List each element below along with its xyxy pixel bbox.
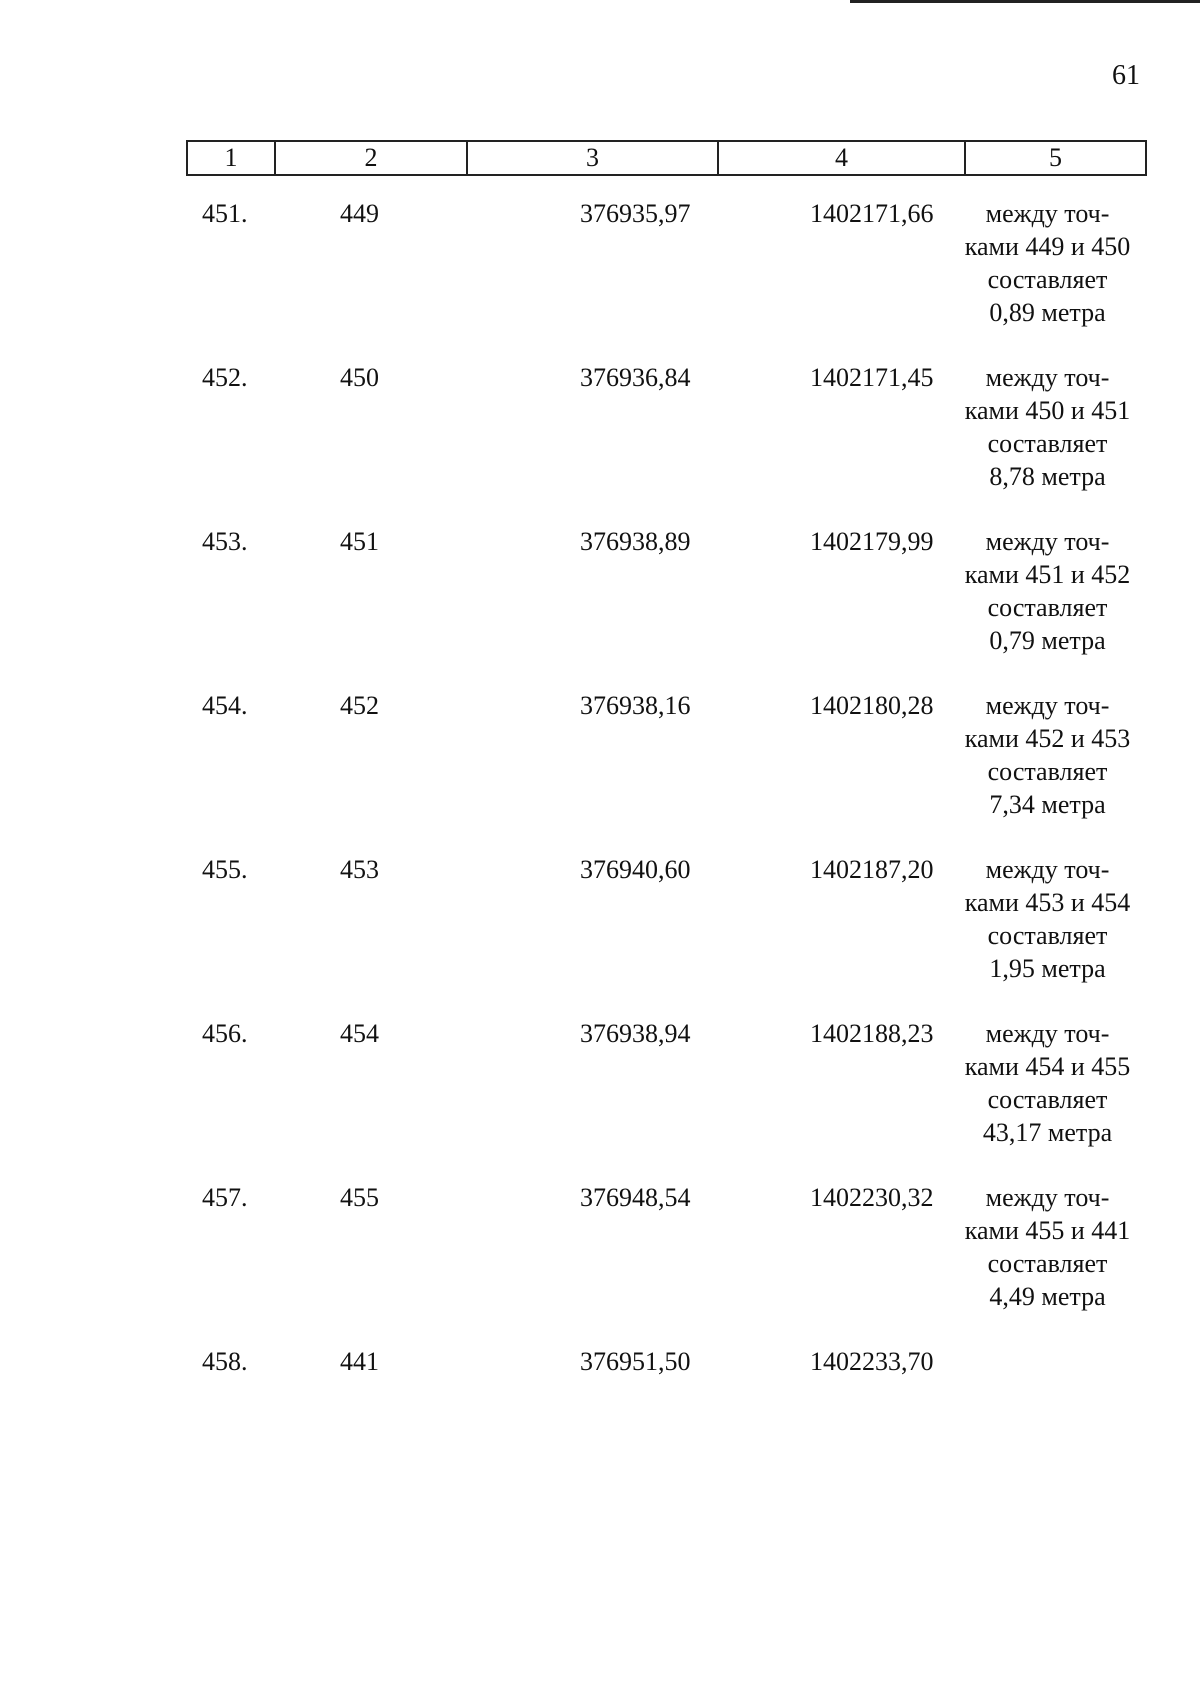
- distance-note-line: 8,78 метра: [989, 462, 1106, 491]
- column-header-row: [187, 141, 1146, 175]
- x-coordinate: 376938,94: [580, 1019, 691, 1048]
- distance-note-line: 7,34 метра: [989, 790, 1106, 819]
- distance-note-line: составляет: [987, 757, 1108, 786]
- distance-note-line: составляет: [987, 921, 1108, 950]
- x-coordinate: 376938,16: [580, 691, 691, 720]
- distance-note-line: между точ-: [985, 363, 1110, 392]
- distance-note-line: составляет: [987, 265, 1108, 294]
- point-number: 451: [340, 527, 379, 556]
- column-header-5: 5: [965, 141, 1146, 175]
- row-number: 458.: [202, 1347, 248, 1376]
- row-number: 454.: [202, 691, 248, 720]
- point-number: 452: [340, 691, 379, 720]
- x-coordinate: 376948,54: [580, 1183, 691, 1212]
- y-coordinate: 1402188,23: [810, 1019, 934, 1048]
- distance-note: [950, 1181, 1145, 1313]
- y-coordinate: 1402179,99: [810, 527, 934, 556]
- row-number: 456.: [202, 1019, 248, 1048]
- page-number: 61: [1112, 60, 1140, 91]
- point-number: 455: [340, 1183, 379, 1212]
- x-coordinate: 376938,89: [580, 527, 691, 556]
- row-number: 452.: [202, 363, 248, 392]
- distance-note: [950, 853, 1145, 985]
- y-coordinate: 1402171,45: [810, 363, 934, 392]
- distance-note-line: между точ-: [985, 199, 1110, 228]
- distance-note-line: ками 451 и 452: [964, 560, 1131, 589]
- y-coordinate: 1402187,20: [810, 855, 934, 884]
- distance-note-line: между точ-: [985, 691, 1110, 720]
- distance-note: [950, 197, 1145, 329]
- point-number: 441: [340, 1347, 379, 1376]
- row-number: 455.: [202, 855, 248, 884]
- row-number: 457.: [202, 1183, 248, 1212]
- distance-note-line: 4,49 метра: [989, 1282, 1106, 1311]
- distance-note-line: 0,79 метра: [989, 626, 1106, 655]
- table-row: [0, 1181, 1200, 1345]
- column-header-4: 4: [718, 141, 965, 175]
- table-row: [0, 1017, 1200, 1181]
- point-number: 450: [340, 363, 379, 392]
- x-coordinate: 376935,97: [580, 199, 691, 228]
- y-coordinate: 1402230,32: [810, 1183, 934, 1212]
- distance-note-line: ками 452 и 453: [964, 724, 1131, 753]
- row-number: 453.: [202, 527, 248, 556]
- distance-note: [950, 525, 1145, 657]
- coordinate-rows: [0, 197, 1200, 1509]
- distance-note-line: составляет: [987, 1085, 1108, 1114]
- column-header-1: 1: [187, 141, 275, 175]
- x-coordinate: 376936,84: [580, 363, 691, 392]
- column-header-table: [186, 140, 1147, 176]
- y-coordinate: 1402171,66: [810, 199, 934, 228]
- point-number: 453: [340, 855, 379, 884]
- point-number: 454: [340, 1019, 379, 1048]
- table-row: [0, 197, 1200, 361]
- table-row: [0, 689, 1200, 853]
- distance-note-line: составляет: [987, 593, 1108, 622]
- distance-note-line: ками 453 и 454: [964, 888, 1131, 917]
- column-header-2: 2: [275, 141, 467, 175]
- distance-note-line: 0,89 метра: [989, 298, 1106, 327]
- point-number: 449: [340, 199, 379, 228]
- distance-note-line: 43,17 метра: [982, 1118, 1113, 1147]
- distance-note-line: ками 455 и 441: [964, 1216, 1131, 1245]
- table-row: [0, 853, 1200, 1017]
- distance-note-line: ками 450 и 451: [964, 396, 1131, 425]
- x-coordinate: 376940,60: [580, 855, 691, 884]
- distance-note: [950, 361, 1145, 493]
- distance-note-line: ками 454 и 455: [964, 1052, 1131, 1081]
- distance-note-line: между точ-: [985, 855, 1110, 884]
- top-rule: [850, 0, 1200, 3]
- distance-note-line: 1,95 метра: [989, 954, 1106, 983]
- column-header-3: 3: [467, 141, 718, 175]
- table-row: [0, 361, 1200, 525]
- distance-note-line: составляет: [987, 429, 1108, 458]
- distance-note-line: составляет: [987, 1249, 1108, 1278]
- distance-note-line: ками 449 и 450: [964, 232, 1131, 261]
- distance-note: [950, 1017, 1145, 1149]
- distance-note-line: между точ-: [985, 527, 1110, 556]
- table-row: [0, 525, 1200, 689]
- distance-note: [950, 689, 1145, 821]
- row-number: 451.: [202, 199, 248, 228]
- distance-note-line: между точ-: [985, 1183, 1110, 1212]
- y-coordinate: 1402180,28: [810, 691, 934, 720]
- x-coordinate: 376951,50: [580, 1347, 691, 1376]
- y-coordinate: 1402233,70: [810, 1347, 934, 1376]
- table-row: [0, 1345, 1200, 1509]
- distance-note-line: между точ-: [985, 1019, 1110, 1048]
